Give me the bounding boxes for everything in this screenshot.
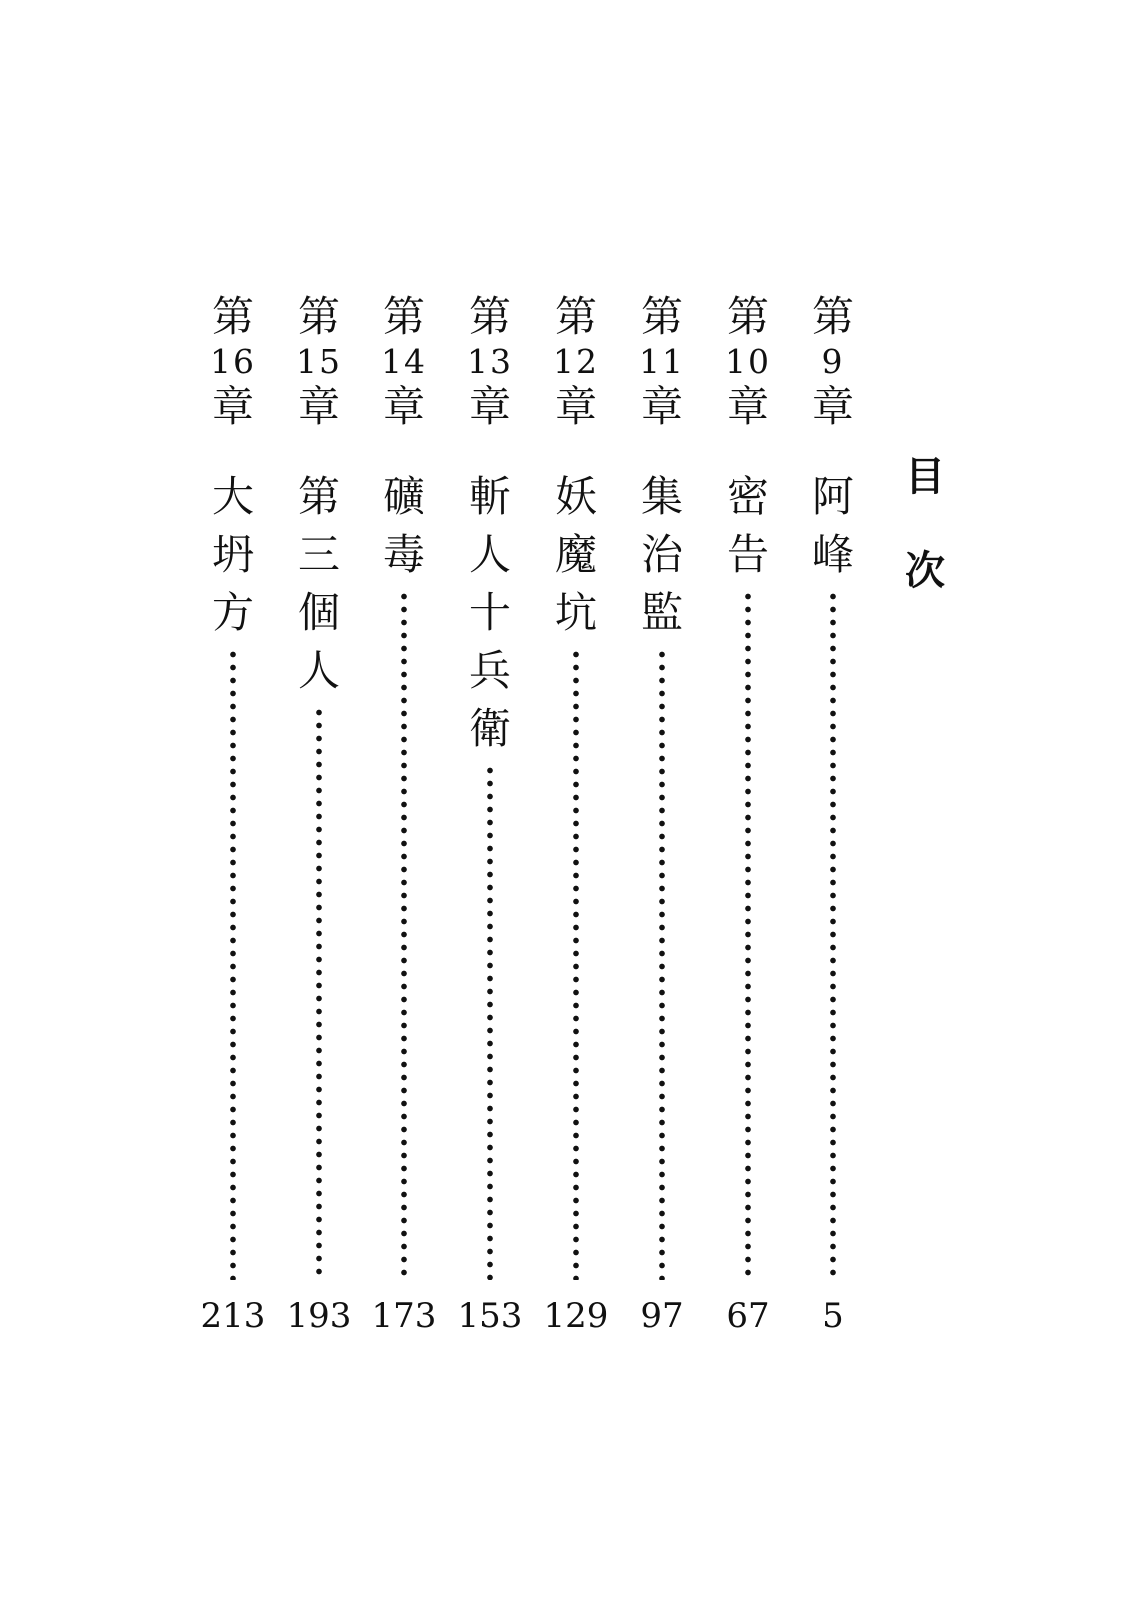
toc-entry-ch13[interactable] [457, 292, 523, 1352]
toc-entry-ch12[interactable] [543, 292, 609, 1352]
chapter-title-char: 人 [297, 646, 340, 695]
chapter-prefix: 第 [640, 292, 683, 341]
chapter-prefix: 第 [382, 292, 425, 341]
chapter-number: 10 [725, 342, 771, 381]
chapter-label [374, 292, 434, 432]
chapter-title [203, 468, 263, 642]
dot-leader [658, 648, 666, 1280]
chapter-title-char: 十 [468, 588, 511, 637]
page-number: 173 [371, 1296, 437, 1336]
dot-leader [744, 590, 752, 1280]
chapter-number: 13 [467, 342, 513, 381]
chapter-title-char: 人 [468, 530, 511, 579]
chapter-title-char: 阿 [811, 472, 854, 521]
chapter-title [803, 468, 863, 584]
chapter-suffix: 章 [382, 382, 425, 431]
chapter-prefix: 第 [726, 292, 769, 341]
chapter-number: 12 [553, 342, 599, 381]
dot-leader [829, 590, 837, 1280]
toc-entry-ch16[interactable] [200, 292, 266, 1352]
chapter-title-char: 峰 [811, 530, 854, 579]
chapter-title-char: 妖 [554, 472, 597, 521]
page-number: 67 [726, 1296, 770, 1336]
chapter-title [632, 468, 692, 642]
chapter-title-char: 個 [297, 588, 340, 637]
toc-entry-ch9[interactable] [803, 292, 863, 1352]
chapter-number: 15 [296, 342, 342, 381]
chapter-prefix: 第 [554, 292, 597, 341]
chapter-title-char: 治 [640, 530, 683, 579]
chapter-title [460, 468, 520, 758]
chapter-title-char: 魔 [554, 530, 597, 579]
chapter-title-char: 兵 [468, 646, 511, 695]
dot-leader [229, 648, 237, 1280]
chapter-title-char: 坍 [211, 530, 254, 579]
toc-entry-ch10[interactable] [718, 292, 778, 1352]
chapter-suffix: 章 [211, 382, 254, 431]
chapter-number: 11 [639, 342, 685, 381]
chapter-label [803, 292, 863, 432]
chapter-title-char: 方 [211, 588, 254, 637]
chapter-suffix: 章 [726, 382, 769, 431]
dot-leader [486, 764, 494, 1280]
chapter-title-char: 衛 [468, 704, 511, 753]
chapter-suffix: 章 [468, 382, 511, 431]
chapter-suffix: 章 [297, 382, 340, 431]
chapter-title-char: 斬 [468, 472, 511, 521]
chapter-title-char: 礦 [382, 472, 425, 521]
chapter-prefix: 第 [468, 292, 511, 341]
chapter-suffix: 章 [811, 382, 854, 431]
toc-entry-ch14[interactable] [371, 292, 437, 1352]
chapter-title-char: 坑 [554, 588, 597, 637]
chapter-title [546, 468, 606, 642]
page-number: 97 [640, 1296, 684, 1336]
toc-heading-char-2: 次 [905, 548, 945, 594]
chapter-title-char: 第 [297, 472, 340, 521]
chapter-title [374, 468, 434, 584]
chapter-label [203, 292, 263, 432]
chapter-number: 9 [821, 342, 845, 381]
dot-leader [572, 648, 580, 1280]
page-number: 193 [286, 1296, 352, 1336]
toc-entry-ch15[interactable] [286, 292, 352, 1352]
chapter-prefix: 第 [297, 292, 340, 341]
chapter-label [632, 292, 692, 432]
page-number: 213 [200, 1296, 266, 1336]
chapter-title-char: 告 [726, 530, 769, 579]
chapter-title-char: 集 [640, 472, 683, 521]
chapter-label [718, 292, 778, 432]
chapter-title-char: 大 [211, 472, 254, 521]
chapter-title [718, 468, 778, 584]
chapter-label [289, 292, 349, 432]
chapter-label [546, 292, 606, 432]
dot-leader [400, 590, 408, 1280]
chapter-prefix: 第 [811, 292, 854, 341]
chapter-label [460, 292, 520, 432]
chapter-suffix: 章 [554, 382, 597, 431]
chapter-number: 14 [381, 342, 427, 381]
chapter-prefix: 第 [211, 292, 254, 341]
chapter-title-char: 密 [726, 472, 769, 521]
chapter-number: 16 [210, 342, 256, 381]
chapter-title-char: 監 [640, 588, 683, 637]
chapter-title [289, 468, 349, 700]
page-number: 129 [543, 1296, 609, 1336]
chapter-suffix: 章 [640, 382, 683, 431]
dot-leader [315, 706, 323, 1280]
chapter-title-char: 三 [297, 530, 340, 579]
toc-entry-ch11[interactable] [632, 292, 692, 1352]
page-number: 5 [822, 1296, 844, 1336]
page-number: 153 [457, 1296, 523, 1336]
toc-heading-char-1: 目 [905, 454, 945, 500]
toc-heading [897, 452, 953, 596]
chapter-title-char: 毒 [382, 530, 425, 579]
